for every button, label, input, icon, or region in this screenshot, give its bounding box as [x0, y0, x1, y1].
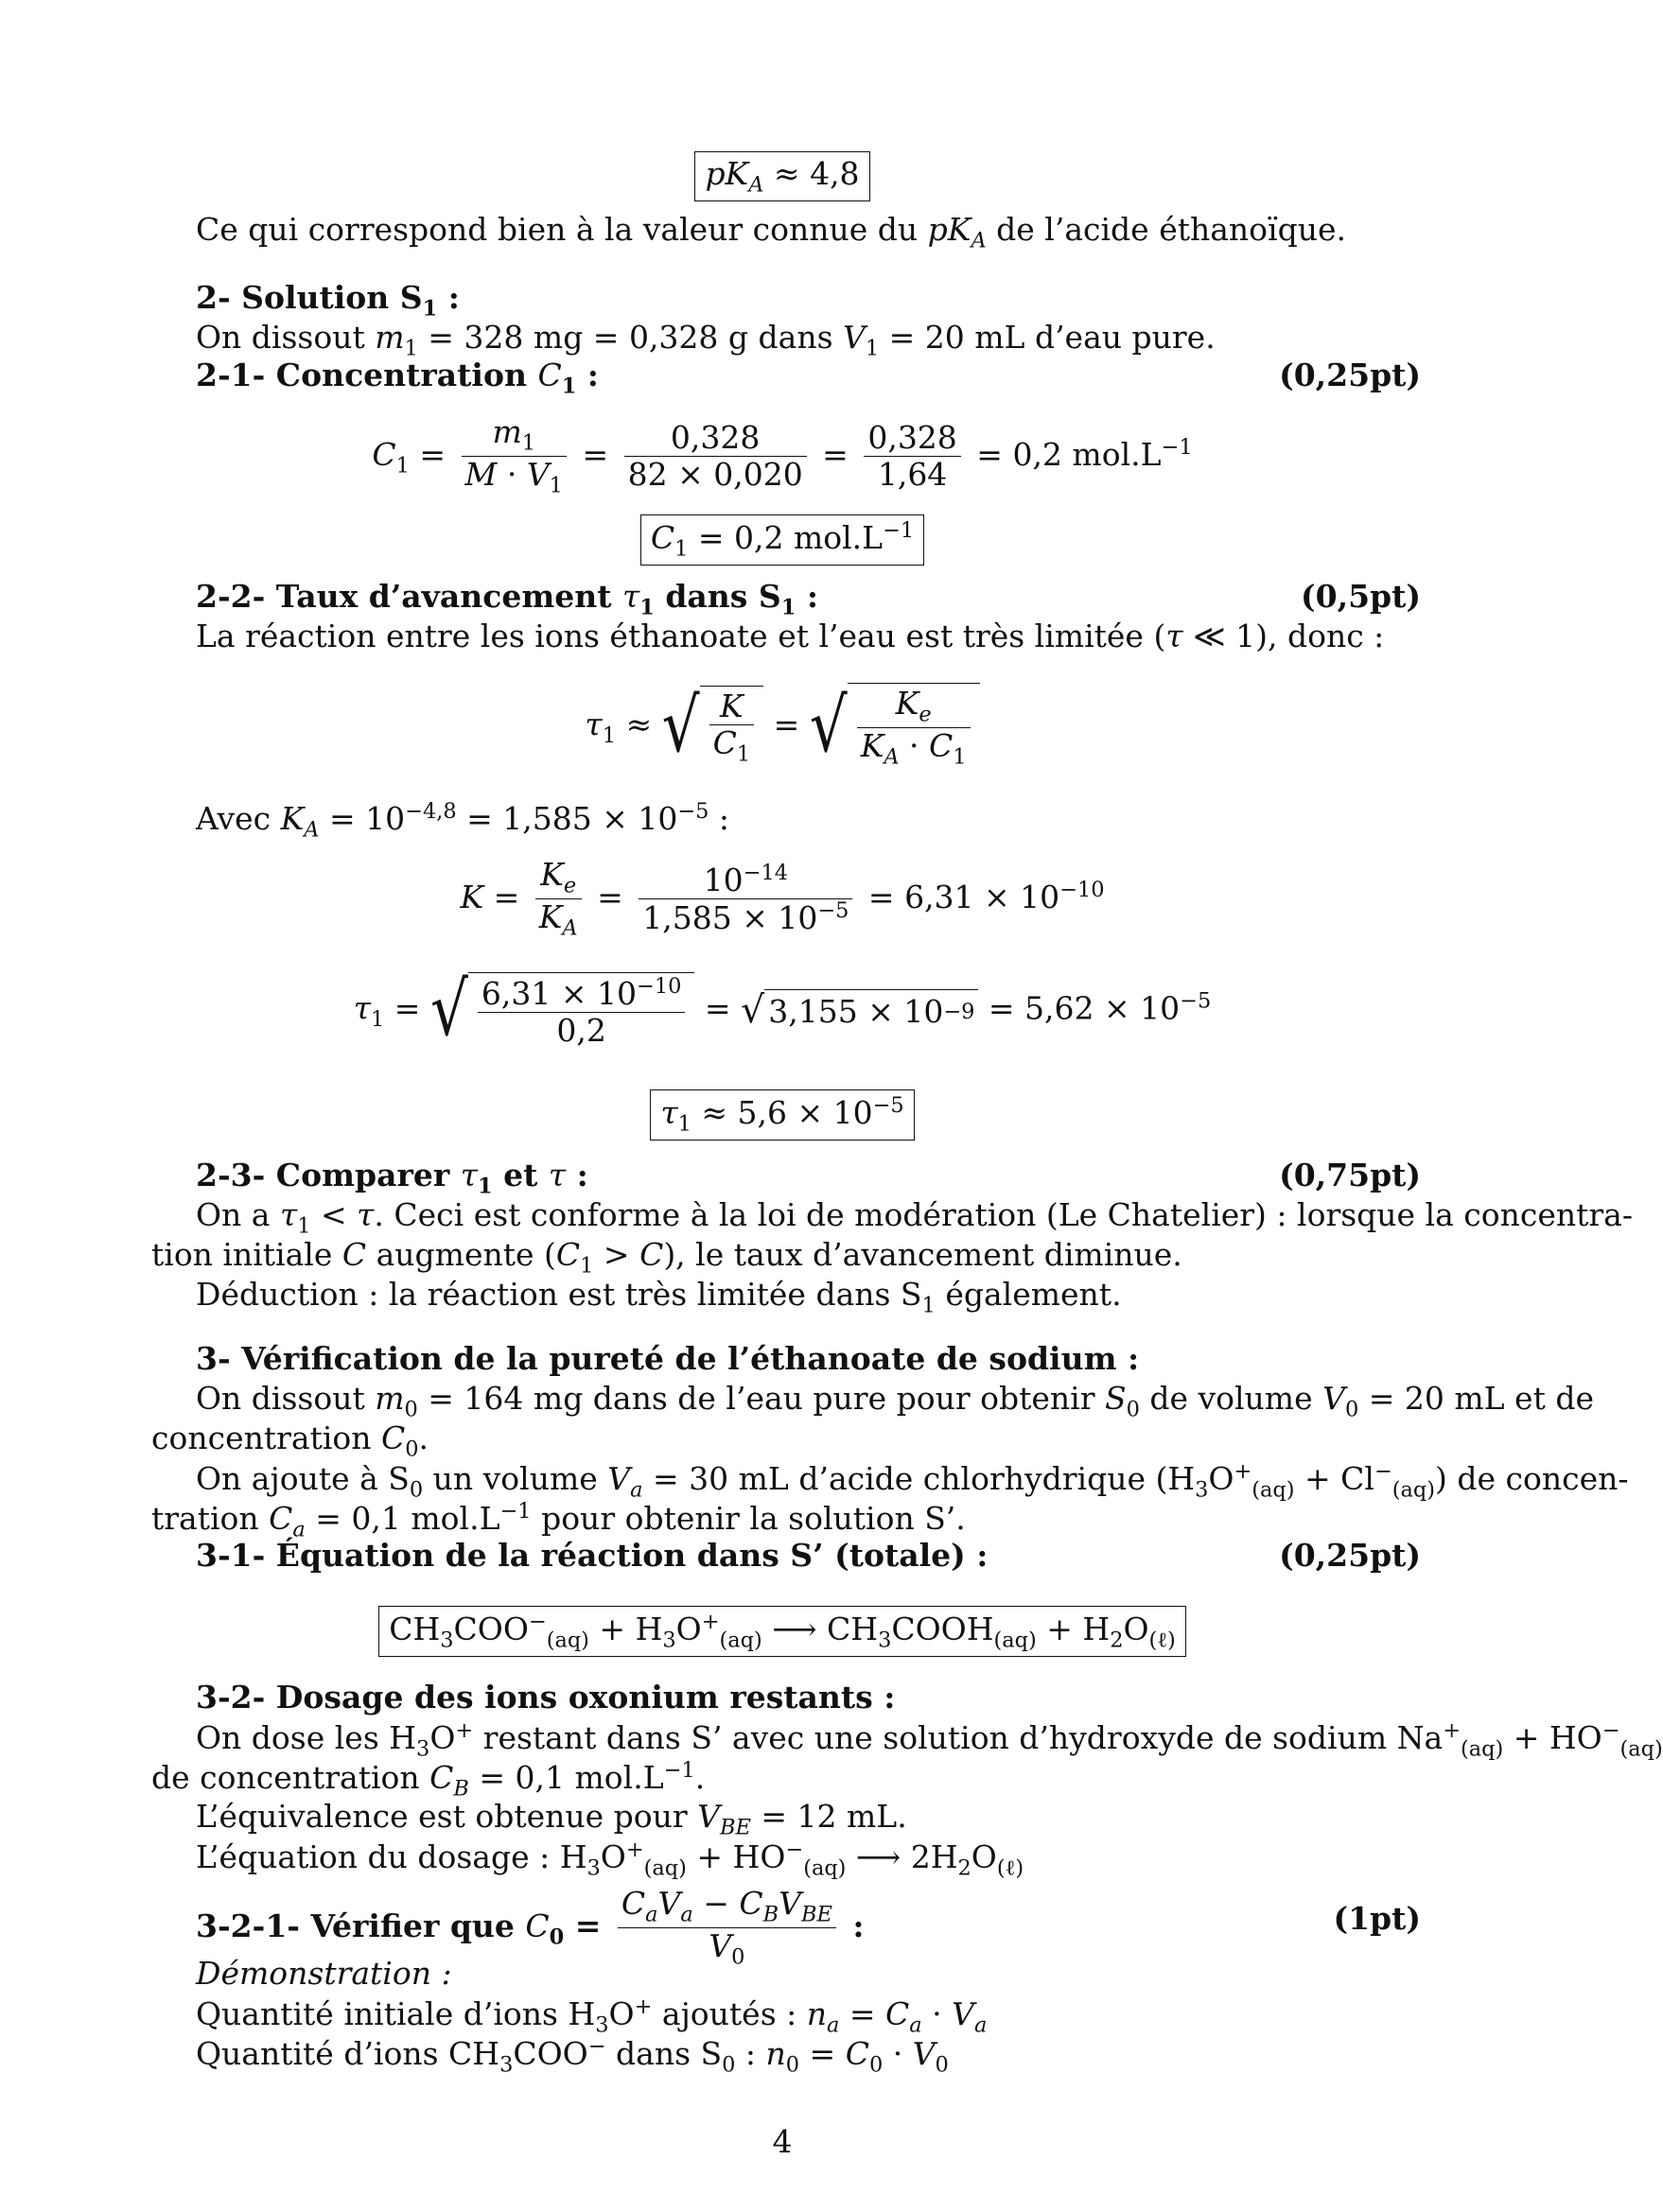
- section-3-2-line-2: L’équivalence est obtenue pour $V_{BE} = 12$ mL.: [196, 1798, 907, 1840]
- equation-tau1-value: $\tau_1$ = √ $\frac{6,31 \times 10^{-10}}{0,2}$ = √ 3,155 × 10 −9 = $5,62 \times 10^{-5}$: [353, 966, 1212, 1053]
- section-2-3-line-2: tion initiale C augmente $(C_1 > C)$, le taux d’avancement diminue.: [151, 1236, 1182, 1279]
- section-3-1-title: 3-1- Équation de la réaction dans S’ (totale) :: [196, 1537, 989, 1574]
- page-number: 4: [772, 2123, 793, 2160]
- section-2-2-title: 2-2- Taux d’avancement $\tau_1$ dans $S_1$ :: [196, 578, 818, 620]
- demonstration-line-1: Quantité initiale d’ions $H_3O^+$ ajoutés : $n_a = C_a \cdot V_a$: [196, 1994, 988, 2038]
- section-3-line-1a: On dissout $m_0 = 164$ mg dans de l’eau pure pour obtenir $S_0$ de volume $V_0 = 20$ mL et de: [196, 1380, 1594, 1422]
- section-2-3-points: (0,75pt): [1279, 1157, 1421, 1193]
- ka-value-line: Avec $K_A = 10^{-4,8} = 1,585 \times 10^{-5}$ :: [196, 799, 730, 843]
- section-3-2-title: 3-2- Dosage des ions oxonium restants :: [196, 1679, 896, 1716]
- demonstration-line-2: Quantité d’ions $CH_3COO^-$ dans $S_0$ : $n_0 = C_0 \cdot V_0$: [196, 2034, 949, 2078]
- section-2-1-title: 2-1- Concentration $C_1$ :: [196, 357, 599, 399]
- section-2-3-title: 2-3- Comparer $\tau_1$ et τ :: [196, 1157, 588, 1199]
- equation-c1: $C_1$ = $\frac{m_1}{M \cdot V_1}$ = $\frac{0,328}{82 \times 0,020}$ = $\frac{0,328}{1,64}$ = 0,2 $mol.L^{-1}$: [372, 413, 1193, 498]
- section-3-2-1-title: 3-2-1- Vérifier que $C_0$ = $\frac{C_aV_a - C_BV_{BE}}{V_0}$ :: [196, 1885, 865, 1970]
- section-2-intro: On dissout $m_1 = 328$ mg = 0,328 g dans $V_1 = 20$ mL d’eau pure.: [196, 319, 1216, 361]
- section-3-2-1-points: (1pt): [1333, 1900, 1421, 1937]
- c1-result-box: $C_1 = 0,2$ $mol.L^{-1}$: [0, 514, 1565, 566]
- pka-comment: Ce qui correspond bien à la valeur connue du $pK_A$ de l’acide éthanoïque.: [196, 211, 1346, 253]
- section-2-title: 2- Solution $S_1$ :: [196, 279, 460, 322]
- section-3-line-2a: On ajoute à $S_0$ un volume $V_a = 30$ mL d’acide chlorhydrique $(H_3O^+_{(aq)} + Cl^-_{(aq)})$ de concen-: [196, 1459, 1629, 1503]
- equation-tau1-approx: $\tau_1$ ≈ √ $\frac{K}{C_1}$ = √ $\frac{K_e}{K_A \cdot C_1}$: [0, 683, 1565, 771]
- section-3-2-line-3: L’équation du dosage : $H_3O^+_{(aq)} + HO^-_{(aq)}$ ⟶ $2H_2O_{(\ell)}$: [196, 1838, 1024, 1881]
- tau1-result-box: $\tau_1 \approx 5,6 \times 10^{-5}$: [0, 1089, 1565, 1141]
- section-2-3-line-3: Déduction : la réaction est très limitée dans $S_1$ également.: [196, 1276, 1122, 1318]
- pka-result-box: $pK_A \approx 4,8$: [0, 151, 1565, 201]
- reaction-equation-box: $CH_3COO^-_{(aq)} + H_3O^+_{(aq)}$ ⟶ $CH_3COOH_{(aq)} + H_2O_{(\ell)}$: [0, 1606, 1565, 1657]
- demonstration-label: Démonstration :: [196, 1955, 452, 1992]
- equation-k: K = $\frac{K_e}{K_A}$ = $\frac{10^{-14}}{1,585 \times 10^{-5}}$ = $6,31 \times 10^{-10}$: [460, 856, 1105, 941]
- section-3-2-line-1b: de concentration $C_B = 0,1$ $mol.L^{-1}$.: [151, 1758, 706, 1802]
- section-2-2-intro: La réaction entre les ions éthanoate et l’eau est très limitée (τ ≪ 1), donc :: [196, 618, 1385, 654]
- section-2-1-points: (0,25pt): [1279, 357, 1421, 393]
- section-3-line-2b: tration $C_a = 0,1$ $mol.L^{-1}$ pour obtenir la solution S’.: [151, 1499, 966, 1542]
- section-2-3-line-1: On a $\tau_1 < \tau$. Ceci est conforme à la loi de modération (Le Chatelier) : lorsque la concentra-: [196, 1196, 1634, 1239]
- section-2-2-points: (0,5pt): [1301, 578, 1421, 615]
- section-3-1-points: (0,25pt): [1279, 1537, 1421, 1574]
- section-3-2-line-1a: On dose les $H_3O^+$ restant dans S’ avec une solution d’hydroxyde de sodium $Na^+_{(aq)} + HO^-_{(aq)}$: [196, 1718, 1663, 1762]
- section-3-line-1b: concentration $C_0$.: [151, 1420, 429, 1462]
- section-3-title: 3- Vérification de la pureté de l’éthanoate de sodium :: [196, 1340, 1140, 1377]
